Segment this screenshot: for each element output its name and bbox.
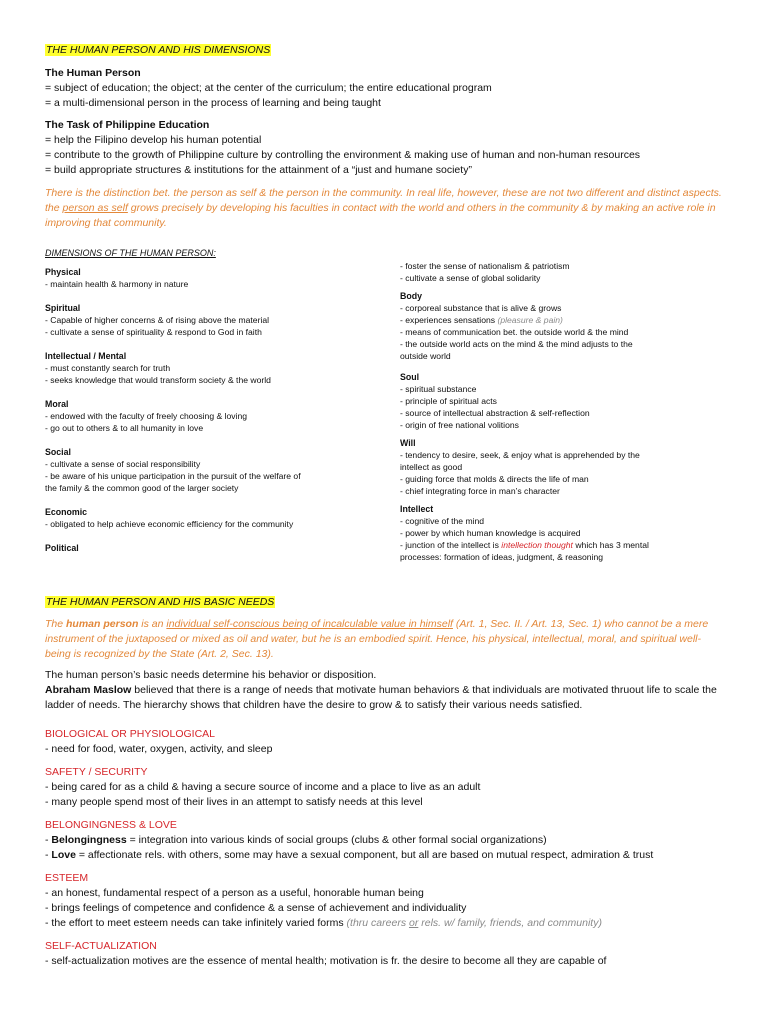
dim-line: - spiritual substance [400, 384, 477, 394]
dim-moral [45, 398, 375, 434]
need-text: = integration into various kinds of social groups (clubs & other formal social organizations) [126, 834, 547, 846]
need-line: - being cared for as a child & having a secure source of income and a place to live as an adult [45, 781, 481, 793]
note-text: grows precisely by developing his faculties in contact with the world and others in the community & by making an active role in improving that community. [45, 202, 716, 229]
need-heading: BELONGINGNESS & LOVE [45, 819, 177, 831]
need-heading: SELF-ACTUALIZATION [45, 940, 157, 952]
need-bold: Belongingness [51, 834, 127, 846]
intro-line: The human person’s basic needs determine his behavior or disposition. [45, 669, 377, 681]
section-title-basic-needs [45, 592, 275, 610]
needs-list [45, 727, 735, 969]
dim-line: - cultivate a sense of spirituality & respond to God in faith [45, 327, 262, 337]
dim-heading: Intellect [400, 504, 434, 514]
dim-line-note: (pleasure & pain) [497, 315, 563, 325]
highlighted-title: THE HUMAN PERSON AND HIS BASIC NEEDS [46, 596, 275, 608]
dim-line: - endowed with the faculty of freely choosing & loving [45, 411, 248, 421]
dim-line: - foster the sense of nationalism & patriotism [400, 261, 570, 271]
note-underlined: person as self [62, 202, 128, 214]
need-line: - self-actualization motives are the essence of mental health; motivation is fr. the desire to become all they are capable of [45, 955, 607, 967]
need-esteem [45, 871, 735, 931]
dim-heading: Intellectual / Mental [45, 351, 127, 361]
dim-heading: Physical [45, 267, 81, 277]
dimensions-left-column [45, 266, 375, 554]
human-person-block [45, 66, 735, 111]
dim-heading: Economic [45, 507, 88, 517]
need-line: - many people spend most of their lives in an attempt to satisfy needs at this level [45, 796, 423, 808]
dim-line: intellect as good [400, 462, 463, 472]
dim-line: - tendency to desire, seek, & enjoy what is apprehended by the [400, 450, 640, 460]
need-text: - [45, 849, 52, 861]
human-person-line: = a multi-dimensional person in the process of learning and being taught [45, 97, 381, 109]
dim-line: - go out to others & to all humanity in love [45, 423, 204, 433]
dim-line: - power by which human knowledge is acquired [400, 528, 581, 538]
dim-economic [45, 506, 375, 530]
dim-social [45, 446, 375, 494]
note-text: There is the distinction bet. the person as self & the person in the community. In real life, however, these are not two different and distinct aspects. the [45, 187, 722, 214]
dim-line: - principle of spiritual acts [400, 396, 497, 406]
dim-line-text: - experiences sensations [400, 315, 498, 325]
dim-line: - the outside world acts on the mind & the mind adjusts to the [400, 339, 633, 349]
human-person-heading: The Human Person [45, 67, 141, 79]
need-line [45, 833, 735, 848]
dim-heading: Political [45, 543, 79, 553]
dimensions-title: DIMENSIONS OF THE HUMAN PERSON: [45, 248, 216, 258]
dim-line: - cultivate a sense of global solidarity [400, 273, 541, 283]
human-person-line: = subject of education; the object; at the center of the curriculum; the entire educational program [45, 82, 492, 94]
intro-bold: Abraham Maslow [45, 684, 132, 696]
section-title-dimensions [45, 40, 271, 58]
dim-intellectual [45, 350, 375, 386]
task-line: = build appropriate structures & institutions for the attainment of a “just and humane society” [45, 164, 472, 176]
dim-line: - be aware of his unique participation in the pursuit of the welfare of [45, 471, 301, 481]
task-line: = help the Filipino develop his human potential [45, 134, 262, 146]
task-line: = contribute to the growth of Philippine culture by controlling the environment & making use of human and non-human resources [45, 149, 641, 161]
need-line: - brings feelings of competence and confidence & a sense of achievement and individuality [45, 902, 467, 914]
political-lines [400, 260, 725, 284]
dim-soul [400, 371, 725, 431]
dim-intellect [400, 503, 725, 563]
dim-line: - cognitive of the mind [400, 516, 485, 526]
intro-paragraph [45, 683, 725, 713]
dim-heading: Spiritual [45, 303, 81, 313]
dimensions-right-column [400, 260, 725, 563]
need-line: - need for food, water, oxygen, activity, and sleep [45, 743, 273, 755]
dim-line: - seeks knowledge that would transform society & the world [45, 375, 271, 385]
dim-line: - must constantly search for truth [45, 363, 171, 373]
need-line [45, 916, 735, 931]
dim-line: the family & the common good of the larger society [45, 483, 239, 493]
need-note: (thru careers [346, 917, 409, 929]
note-underlined: individual self-conscious being of incalculable value in himself [166, 618, 453, 630]
dim-line-text: - junction of the intellect is [400, 540, 502, 550]
need-text: - the effort to meet esteem needs can take infinitely varied forms [45, 917, 347, 929]
need-belonging [45, 818, 735, 863]
need-line [45, 848, 735, 863]
distinction-note [45, 186, 725, 231]
human-person-note [45, 617, 725, 662]
need-text: = affectionate rels. with others, some may have a sexual component, but all are based on mutual respect, admiration & trust [75, 849, 654, 861]
maslow-intro [45, 668, 725, 713]
dim-heading: Body [400, 291, 422, 301]
dim-physical [45, 266, 375, 290]
dim-line-text: which has 3 mental [572, 540, 649, 550]
dim-line [400, 314, 725, 326]
task-heading: The Task of Philippine Education [45, 119, 210, 131]
dim-line: - obligated to help achieve economic efficiency for the community [45, 519, 294, 529]
dim-heading: Soul [400, 372, 420, 382]
dim-body [400, 290, 725, 362]
need-note: rels. w/ family, friends, and community) [418, 917, 602, 929]
dim-line: - origin of free national volitions [400, 420, 519, 430]
need-bold: Love [51, 849, 76, 861]
dim-line: - means of communication bet. the outside world & the mind [400, 327, 629, 337]
dim-spiritual [45, 302, 375, 338]
need-biological [45, 727, 735, 757]
need-safety [45, 765, 735, 810]
need-text: - [45, 834, 52, 846]
note-text: (Art. 1, Sec. II. / Art. 13, Sec. 1) who cannot be a mere instrument of the juxtaposed or mixed as oil and water, but he is an embodied spirit. Hence, his physical, intellectual, moral, and spiritual well-being is recognized by the State (Art. 2, Sec. 13). [45, 618, 709, 660]
dim-line: processes: formation of ideas, judgment, & reasoning [400, 552, 604, 562]
dim-line: - chief integrating force in man’s character [400, 486, 560, 496]
note-bold: human person [66, 618, 139, 630]
highlighted-title: THE HUMAN PERSON AND HIS DIMENSIONS [46, 44, 271, 56]
need-heading: BIOLOGICAL OR PHYSIOLOGICAL [45, 728, 215, 740]
note-text: is an [138, 618, 167, 630]
dim-line: - corporeal substance that is alive & grows [400, 303, 562, 313]
dim-will [400, 437, 725, 497]
task-block [45, 118, 735, 178]
dim-line: - source of intellectual abstraction & self-reflection [400, 408, 590, 418]
dim-line: - guiding force that molds & directs the life of man [400, 474, 589, 484]
dim-line-emphasis: intellection thought [501, 540, 573, 550]
dim-heading: Moral [45, 399, 69, 409]
need-heading: SAFETY / SECURITY [45, 766, 148, 778]
dim-line: - cultivate a sense of social responsibility [45, 459, 201, 469]
dim-line: outside world [400, 351, 451, 361]
dim-heading: Social [45, 447, 71, 457]
need-line: - an honest, fundamental respect of a person as a useful, honorable human being [45, 887, 424, 899]
need-heading: ESTEEM [45, 872, 89, 884]
dim-line: - maintain health & harmony in nature [45, 279, 189, 289]
note-text: The [45, 618, 67, 630]
dim-political [45, 542, 375, 554]
dim-line: - Capable of higher concerns & of rising above the material [45, 315, 270, 325]
dim-line [400, 539, 725, 551]
intro-text: believed that there is a range of needs that motivate human behaviors & that individuals are motivated thruout life to scale the ladder of needs. The hierarchy shows that children have the desire to grow & to satisfy their various needs satisfied. [45, 684, 717, 711]
dim-heading: Will [400, 438, 416, 448]
need-self-actualization [45, 939, 735, 969]
need-note-underlined: or [408, 917, 419, 929]
